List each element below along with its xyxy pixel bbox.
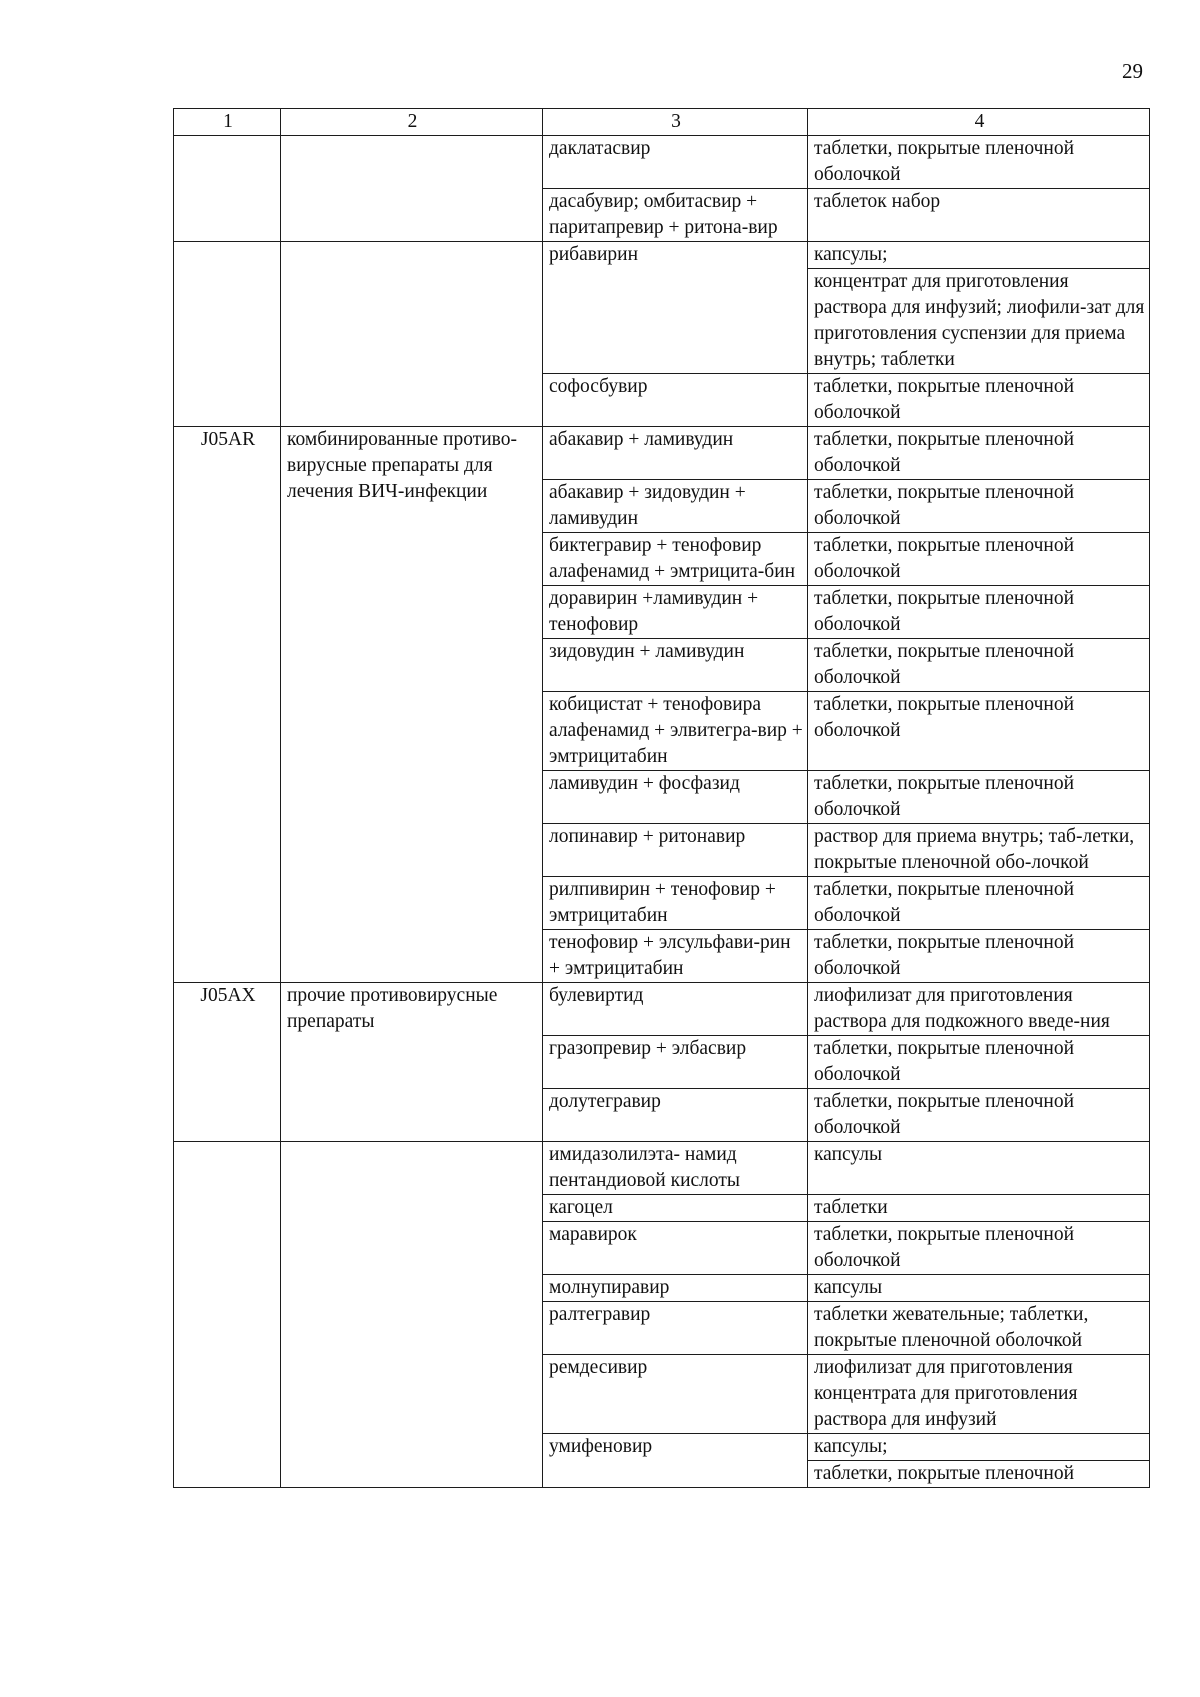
drug-name-cell: рилпивирин + тенофовир + эмтрицитабин [543,877,808,930]
dosage-form-cell: таблетки, покрытые пленочной оболочкой [808,1089,1150,1142]
table-row [174,1142,1150,1195]
dosage-form-cell: таблетки жевательные; таблетки, покрытые пленочной оболочкой [808,1302,1150,1355]
drug-name-cell: молнупиравир [543,1275,808,1302]
dosage-form-cell: таблетки, покрытые пленочной оболочкой [808,374,1150,427]
drug-name-cell: долутегравир [543,1089,808,1142]
dosage-form-cell: таблетки, покрытые пленочной оболочкой [808,877,1150,930]
drug-name-cell: маравирок [543,1222,808,1275]
drug-name-cell: даклатасвир [543,136,808,189]
atc-code-cell: J05AR [174,427,281,983]
drug-name-cell: ралтегравир [543,1302,808,1355]
drug-table [173,108,1150,1488]
dosage-form-cell: таблетки [808,1195,1150,1222]
dosage-form-cell: капсулы [808,1275,1150,1302]
atc-code-cell [174,1142,281,1488]
dosage-form-cell: таблетки, покрытые пленочной оболочкой [808,1222,1150,1275]
table-body [174,136,1150,1488]
drug-name-cell: софосбувир [543,374,808,427]
dosage-form-cell: таблетки, покрытые пленочной оболочкой [808,692,1150,771]
group-name-cell [281,136,543,242]
drug-name-cell: абакавир + ламивудин [543,427,808,480]
dosage-form-cell: таблетки, покрытые пленочной [808,1461,1150,1488]
dosage-form-cell: таблетки, покрытые пленочной оболочкой [808,136,1150,189]
drug-name-cell: абакавир + зидовудин + ламивудин [543,480,808,533]
drug-name-cell: дасабувир; омбитасвир + паритапревир + ритона-вир [543,189,808,242]
column-header-3: 3 [543,109,808,136]
drug-name-cell: лопинавир + ритонавир [543,824,808,877]
dosage-form-cell: капсулы; [808,1434,1150,1461]
dosage-form-cell: капсулы [808,1142,1150,1195]
drug-name-cell: кагоцел [543,1195,808,1222]
group-name-cell: комбинированные противо-вирусные препараты для лечения ВИЧ-инфекции [281,427,543,983]
table-row [174,242,1150,269]
drug-name-cell: гразопревир + элбасвир [543,1036,808,1089]
drug-name-cell: доравирин +ламивудин + тенофовир [543,586,808,639]
dosage-form-cell: концентрат для приготовления раствора для инфузий; лиофили-зат для приготовления суспензии для приема внутрь; таблетки [808,269,1150,374]
drug-name-cell: булевиртид [543,983,808,1036]
dosage-form-cell: лиофилизат для приготовления концентрата для приготовления раствора для инфузий [808,1355,1150,1434]
group-name-cell [281,242,543,427]
dosage-form-cell: капсулы; [808,242,1150,269]
dosage-form-cell: раствор для приема внутрь; таб-летки, покрытые пленочной обо-лочкой [808,824,1150,877]
dosage-form-cell: таблетки, покрытые пленочной оболочкой [808,639,1150,692]
dosage-form-cell: таблетки, покрытые пленочной оболочкой [808,930,1150,983]
drug-name-cell: умифеновир [543,1434,808,1488]
dosage-form-cell: таблетки, покрытые пленочной оболочкой [808,533,1150,586]
drug-name-cell: тенофовир + элсульфави-рин + эмтрицитабин [543,930,808,983]
dosage-form-cell: таблетки, покрытые пленочной оболочкой [808,1036,1150,1089]
group-name-cell: прочие противовирусные препараты [281,983,543,1142]
dosage-form-cell: таблетки, покрытые пленочной оболочкой [808,586,1150,639]
drug-name-cell: зидовудин + ламивудин [543,639,808,692]
drug-name-cell: имидазолилэта- намид пентандиовой кислоты [543,1142,808,1195]
table-row [174,983,1150,1036]
drug-name-cell: биктегравир + тенофовир алафенамид + эмтрицита-бин [543,533,808,586]
table-row [174,136,1150,189]
column-header-1: 1 [174,109,281,136]
dosage-form-cell: таблетки, покрытые пленочной оболочкой [808,427,1150,480]
group-name-cell [281,1142,543,1488]
column-header-2: 2 [281,109,543,136]
drug-name-cell: ремдесивир [543,1355,808,1434]
column-header-4: 4 [808,109,1150,136]
dosage-form-cell: лиофилизат для приготовления раствора для подкожного введе-ния [808,983,1150,1036]
table-header-row [174,109,1150,136]
table-row [174,427,1150,480]
atc-code-cell [174,136,281,242]
drug-name-cell: ламивудин + фосфазид [543,771,808,824]
dosage-form-cell: таблеток набор [808,189,1150,242]
atc-code-cell: J05AX [174,983,281,1142]
drug-name-cell: рибавирин [543,242,808,374]
page-number: 29 [1122,59,1143,83]
dosage-form-cell: таблетки, покрытые пленочной оболочкой [808,771,1150,824]
dosage-form-cell: таблетки, покрытые пленочной оболочкой [808,480,1150,533]
drug-name-cell: кобицистат + тенофовира алафенамид + элвитегра-вир + эмтрицитабин [543,692,808,771]
atc-code-cell [174,242,281,427]
